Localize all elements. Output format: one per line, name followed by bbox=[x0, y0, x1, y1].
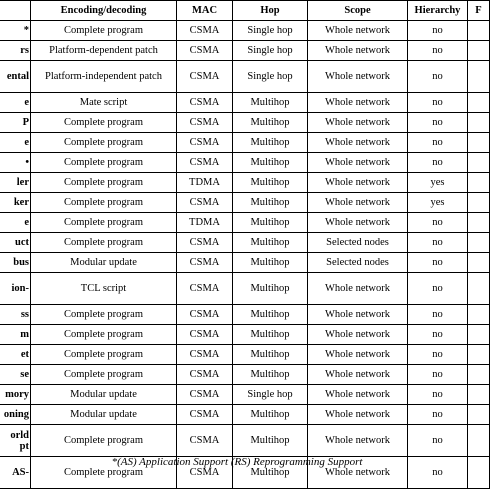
extra-cell bbox=[468, 385, 490, 405]
mac-cell: CSMA bbox=[177, 133, 233, 153]
extra-cell bbox=[468, 133, 490, 153]
table-row bbox=[0, 253, 490, 273]
protocol-name-cell bbox=[0, 173, 31, 193]
scope-cell: Whole network bbox=[308, 365, 408, 385]
protocol-name-cell bbox=[0, 405, 31, 425]
table-row bbox=[0, 213, 490, 233]
footnote: *(AS) Application Support (RS) Reprogramming Support bbox=[111, 456, 363, 468]
hop-cell: Multihop bbox=[233, 113, 308, 133]
mac-cell: CSMA bbox=[177, 253, 233, 273]
protocol-name-text: ker bbox=[13, 197, 29, 208]
protocol-name-text: e bbox=[24, 97, 29, 108]
protocol-name-text: • bbox=[25, 157, 29, 168]
hierarchy-cell: no bbox=[408, 113, 468, 133]
table-row bbox=[0, 233, 490, 253]
table-row bbox=[0, 425, 490, 457]
hierarchy-cell: no bbox=[408, 213, 468, 233]
hierarchy-header: Hierarchy bbox=[408, 1, 468, 21]
encoding-cell: Complete program bbox=[31, 213, 177, 233]
protocol-name-cell bbox=[0, 21, 31, 41]
scope-cell: Whole network bbox=[308, 41, 408, 61]
protocol-name-cell bbox=[0, 305, 31, 325]
protocol-name-cell bbox=[0, 253, 31, 273]
scope-cell: Whole network bbox=[308, 273, 408, 305]
table-row bbox=[0, 405, 490, 425]
encoding-cell: Platform-independent patch bbox=[31, 61, 177, 93]
hop-cell: Multihop bbox=[233, 365, 308, 385]
mac-cell: TDMA bbox=[177, 173, 233, 193]
extra-cell bbox=[468, 61, 490, 93]
extra-cell bbox=[468, 193, 490, 213]
mac-header: MAC bbox=[177, 1, 233, 21]
scope-cell: Whole network bbox=[308, 457, 408, 489]
extra-cell bbox=[468, 325, 490, 345]
table-row bbox=[0, 153, 490, 173]
scope-cell: Selected nodes bbox=[308, 233, 408, 253]
scope-cell: Selected nodes bbox=[308, 253, 408, 273]
protocol-name-text: oning bbox=[3, 409, 29, 420]
hop-cell: Multihop bbox=[233, 193, 308, 213]
protocol-name-text: rs bbox=[20, 45, 29, 56]
protocol-name-text: AS- bbox=[12, 467, 29, 478]
mac-cell: CSMA bbox=[177, 193, 233, 213]
protocol-name-text: ss bbox=[20, 309, 29, 320]
scope-cell: Whole network bbox=[308, 385, 408, 405]
encoding-cell: Complete program bbox=[31, 325, 177, 345]
encoding-cell: Complete program bbox=[31, 21, 177, 41]
encoding-cell: Complete program bbox=[31, 425, 177, 457]
encoding-cell: Mate script bbox=[31, 93, 177, 113]
table-row bbox=[0, 273, 490, 305]
hop-cell: Multihop bbox=[233, 345, 308, 365]
hierarchy-cell: no bbox=[408, 93, 468, 113]
scope-cell: Whole network bbox=[308, 193, 408, 213]
hierarchy-cell: no bbox=[408, 405, 468, 425]
hierarchy-cell: no bbox=[408, 365, 468, 385]
hop-cell: Multihop bbox=[233, 273, 308, 305]
table-row bbox=[0, 93, 490, 113]
mac-cell: CSMA bbox=[177, 93, 233, 113]
scope-cell: Whole network bbox=[308, 61, 408, 93]
hierarchy-cell: no bbox=[408, 385, 468, 405]
protocol-name-text: ler bbox=[16, 177, 29, 188]
table-row bbox=[0, 113, 490, 133]
mac-cell: CSMA bbox=[177, 41, 233, 61]
hop-cell: Multihop bbox=[233, 325, 308, 345]
extra-cell bbox=[468, 41, 490, 61]
hierarchy-cell: no bbox=[408, 153, 468, 173]
protocol-name-text: * bbox=[23, 25, 29, 36]
encoding-cell: Platform-dependent patch bbox=[31, 41, 177, 61]
encoding-cell: Complete program bbox=[31, 153, 177, 173]
extra-cell bbox=[468, 253, 490, 273]
protocol-name-text: uct bbox=[15, 237, 29, 248]
encoding-header: Encoding/decoding bbox=[31, 1, 177, 21]
hierarchy-cell: no bbox=[408, 305, 468, 325]
table-row bbox=[0, 61, 490, 93]
extra-header: F bbox=[468, 1, 490, 21]
scope-cell: Whole network bbox=[308, 345, 408, 365]
protocol-name-cell bbox=[0, 213, 31, 233]
scope-cell: Whole network bbox=[308, 325, 408, 345]
table-row bbox=[0, 385, 490, 405]
hierarchy-cell: no bbox=[408, 425, 468, 457]
extra-cell bbox=[468, 153, 490, 173]
protocol-name-text: bus bbox=[13, 257, 29, 268]
hop-cell: Multihop bbox=[233, 133, 308, 153]
hop-cell: Multihop bbox=[233, 93, 308, 113]
protocol-name-cell bbox=[0, 133, 31, 153]
scope-cell: Whole network bbox=[308, 173, 408, 193]
table-row bbox=[0, 305, 490, 325]
protocol-name-text: mory bbox=[5, 389, 29, 400]
mac-cell: TDMA bbox=[177, 213, 233, 233]
protocol-name-cell bbox=[0, 385, 31, 405]
table-row bbox=[0, 345, 490, 365]
hop-cell: Single hop bbox=[233, 385, 308, 405]
protocol-name-cell bbox=[0, 41, 31, 61]
encoding-cell: Modular update bbox=[31, 253, 177, 273]
protocol-name-cell bbox=[0, 325, 31, 345]
protocol-name-cell bbox=[0, 233, 31, 253]
hierarchy-cell: no bbox=[408, 253, 468, 273]
hop-cell: Multihop bbox=[233, 173, 308, 193]
table-row bbox=[0, 173, 490, 193]
protocol-name-cell bbox=[0, 345, 31, 365]
hop-cell: Multihop bbox=[233, 253, 308, 273]
protocol-name-cell bbox=[0, 425, 31, 457]
hop-cell: Single hop bbox=[233, 41, 308, 61]
protocol-name-text: m bbox=[20, 329, 29, 340]
mac-cell: CSMA bbox=[177, 113, 233, 133]
extra-cell bbox=[468, 93, 490, 113]
scope-cell: Whole network bbox=[308, 133, 408, 153]
protocol-name-text: ental bbox=[6, 71, 29, 82]
protocol-name-text: et bbox=[20, 349, 29, 360]
mac-cell: CSMA bbox=[177, 457, 233, 489]
hierarchy-cell: no bbox=[408, 273, 468, 305]
mac-cell: CSMA bbox=[177, 385, 233, 405]
encoding-cell: Modular update bbox=[31, 405, 177, 425]
mac-cell: CSMA bbox=[177, 305, 233, 325]
hop-cell: Multihop bbox=[233, 457, 308, 489]
extra-cell bbox=[468, 21, 490, 41]
mac-cell: CSMA bbox=[177, 233, 233, 253]
table-row bbox=[0, 325, 490, 345]
hierarchy-cell: no bbox=[408, 345, 468, 365]
mac-cell: CSMA bbox=[177, 273, 233, 305]
hierarchy-cell: yes bbox=[408, 193, 468, 213]
extra-cell bbox=[468, 113, 490, 133]
extra-cell bbox=[468, 405, 490, 425]
encoding-cell: Complete program bbox=[31, 457, 177, 489]
hop-cell: Multihop bbox=[233, 305, 308, 325]
extra-cell bbox=[468, 273, 490, 305]
table-row bbox=[0, 21, 490, 41]
extra-cell bbox=[468, 173, 490, 193]
mac-cell: CSMA bbox=[177, 365, 233, 385]
table-row bbox=[0, 41, 490, 61]
encoding-cell: Complete program bbox=[31, 173, 177, 193]
mac-cell: CSMA bbox=[177, 405, 233, 425]
hierarchy-cell: no bbox=[408, 457, 468, 489]
extra-cell bbox=[468, 213, 490, 233]
encoding-cell: Complete program bbox=[31, 233, 177, 253]
encoding-cell: Modular update bbox=[31, 385, 177, 405]
protocol-name-text: P bbox=[22, 117, 29, 128]
protocol-header bbox=[0, 1, 31, 21]
hop-cell: Multihop bbox=[233, 405, 308, 425]
extra-cell bbox=[468, 345, 490, 365]
scope-cell: Whole network bbox=[308, 21, 408, 41]
scope-cell: Whole network bbox=[308, 213, 408, 233]
encoding-cell: Complete program bbox=[31, 193, 177, 213]
scope-cell: Whole network bbox=[308, 153, 408, 173]
hierarchy-cell: yes bbox=[408, 173, 468, 193]
hierarchy-cell: no bbox=[408, 133, 468, 153]
hop-cell: Multihop bbox=[233, 153, 308, 173]
scope-header: Scope bbox=[308, 1, 408, 21]
protocol-name-cell bbox=[0, 153, 31, 173]
protocol-name-text: se bbox=[20, 369, 29, 380]
hop-header: Hop bbox=[233, 1, 308, 21]
protocol-name-cell bbox=[0, 61, 31, 93]
hop-cell: Single hop bbox=[233, 61, 308, 93]
hierarchy-cell: no bbox=[408, 325, 468, 345]
encoding-cell: TCL script bbox=[31, 273, 177, 305]
hop-cell: Multihop bbox=[233, 425, 308, 457]
protocol-name-cell bbox=[0, 93, 31, 113]
table-row bbox=[0, 193, 490, 213]
table-row bbox=[0, 133, 490, 153]
scope-cell: Whole network bbox=[308, 113, 408, 133]
hierarchy-cell: no bbox=[408, 21, 468, 41]
extra-cell bbox=[468, 233, 490, 253]
hop-cell: Single hop bbox=[233, 21, 308, 41]
hierarchy-cell: no bbox=[408, 233, 468, 253]
protocol-name-cell bbox=[0, 273, 31, 305]
extra-cell bbox=[468, 365, 490, 385]
hierarchy-cell: no bbox=[408, 41, 468, 61]
scope-cell: Whole network bbox=[308, 93, 408, 113]
protocol-name-text: orld pt bbox=[10, 429, 29, 452]
protocol-name-cell bbox=[0, 193, 31, 213]
hop-cell: Multihop bbox=[233, 213, 308, 233]
encoding-cell: Complete program bbox=[31, 133, 177, 153]
protocol-name-text: e bbox=[24, 137, 29, 148]
mac-cell: CSMA bbox=[177, 61, 233, 93]
mac-cell: CSMA bbox=[177, 153, 233, 173]
extra-cell bbox=[468, 425, 490, 457]
hop-cell: Multihop bbox=[233, 233, 308, 253]
protocol-name-cell bbox=[0, 365, 31, 385]
mac-cell: CSMA bbox=[177, 21, 233, 41]
hierarchy-cell: no bbox=[408, 61, 468, 93]
mac-cell: CSMA bbox=[177, 425, 233, 457]
extra-cell bbox=[468, 305, 490, 325]
mac-cell: CSMA bbox=[177, 325, 233, 345]
header-row bbox=[0, 1, 490, 21]
scope-cell: Whole network bbox=[308, 405, 408, 425]
scope-cell: Whole network bbox=[308, 425, 408, 457]
protocol-name-text: ion- bbox=[11, 283, 29, 294]
mac-cell: CSMA bbox=[177, 345, 233, 365]
encoding-cell: Complete program bbox=[31, 305, 177, 325]
encoding-cell: Complete program bbox=[31, 365, 177, 385]
scope-cell: Whole network bbox=[308, 305, 408, 325]
encoding-cell: Complete program bbox=[31, 113, 177, 133]
encoding-cell: Complete program bbox=[31, 345, 177, 365]
protocol-name-cell bbox=[0, 113, 31, 133]
protocol-name-text: e bbox=[24, 217, 29, 228]
table-row bbox=[0, 365, 490, 385]
